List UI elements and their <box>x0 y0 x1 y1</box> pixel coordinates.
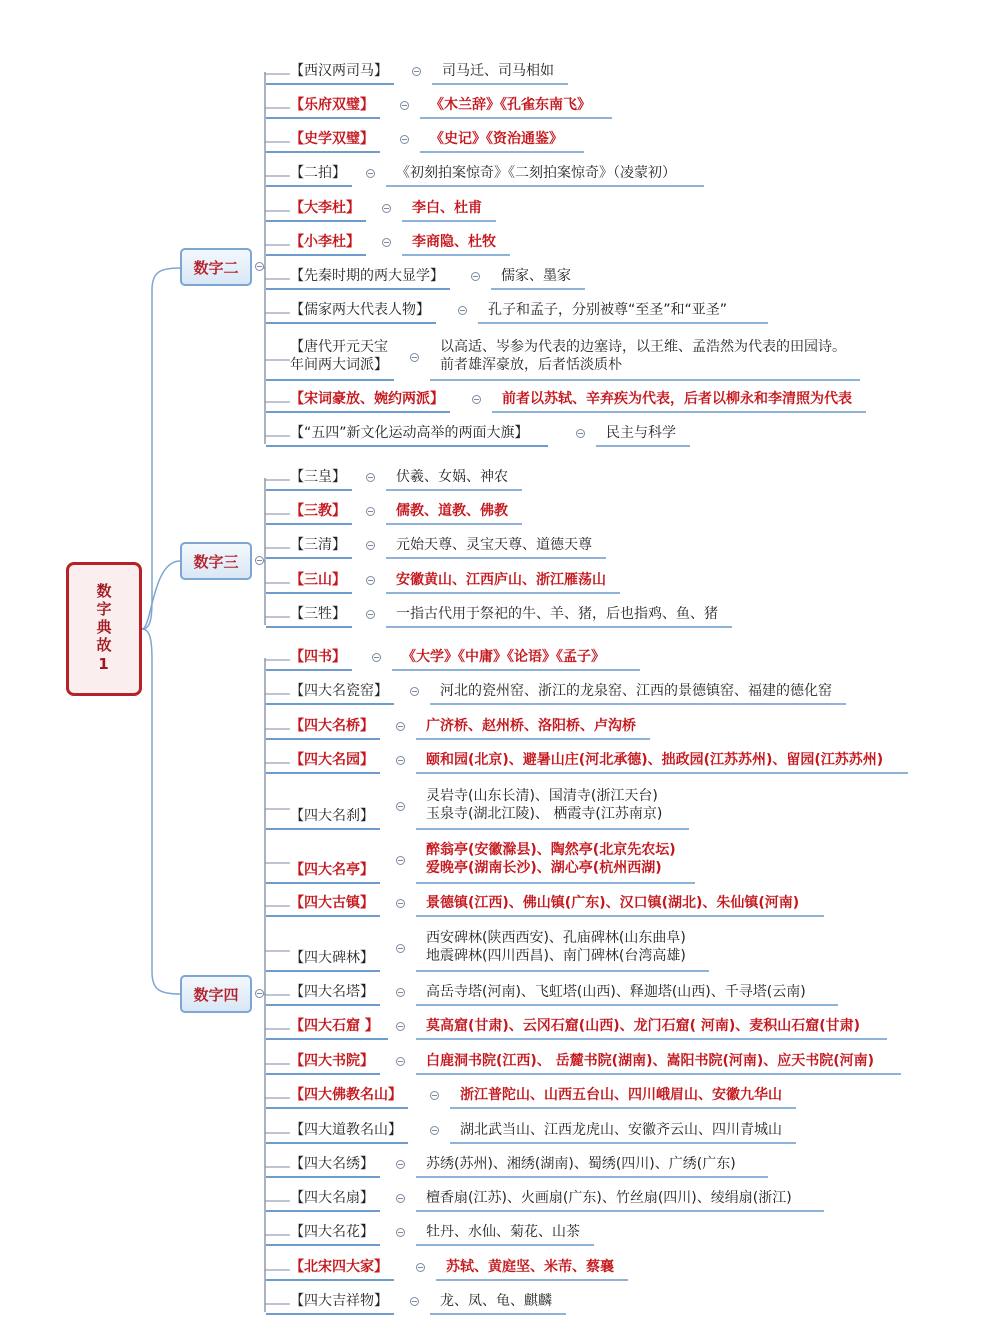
item-value-line: 苏轼、黄庭坚、米芾、蔡襄 <box>446 1259 614 1275</box>
collapse-toggle-icon[interactable] <box>366 576 375 585</box>
collapse-toggle-icon[interactable] <box>396 944 405 953</box>
item-value <box>426 717 636 735</box>
item-value <box>488 301 727 319</box>
value-underline <box>432 83 568 85</box>
item-value-line: 醉翁亭(安徽滁县)、陶然亭(北京先农坛) <box>426 842 676 858</box>
item-label: 【先秦时期的两大显学】 <box>290 268 444 284</box>
item-value <box>396 502 508 520</box>
item-value <box>430 96 591 114</box>
item-underline <box>266 83 394 85</box>
item-label: 【三皇】 <box>290 469 346 485</box>
item-label: 【大李杜】 <box>290 200 360 216</box>
value-underline <box>420 151 584 153</box>
collapse-toggle-icon[interactable] <box>396 988 405 997</box>
item-value-line: 景德镇(江西)、佛山镇(广东)、汉口镇(湖北)、朱仙镇(河南) <box>426 895 800 911</box>
item-value <box>426 929 686 965</box>
collapse-toggle-icon[interactable] <box>396 1057 405 1066</box>
value-underline <box>416 1004 838 1006</box>
item-value-line: 《史记》《资治通鉴》 <box>430 131 563 147</box>
item-value-line: 伏羲、女娲、神农 <box>396 469 508 485</box>
collapse-toggle-icon[interactable] <box>396 899 405 908</box>
item-underline <box>266 1004 380 1006</box>
item-label: 【乐府双璧】 <box>290 97 374 113</box>
item-value-line: 莫高窟(甘肃)、云冈石窟(山西)、龙门石窟( 河南)、麦积山石窟(甘肃) <box>426 1018 861 1034</box>
item-value <box>426 983 806 1001</box>
item-value-line: 玉泉寺(湖北江陵)、 栖霞寺(江苏南京) <box>426 806 663 822</box>
item-value <box>426 841 676 877</box>
item-underline <box>266 1107 408 1109</box>
item-value <box>426 787 662 823</box>
item-label: 【二拍】 <box>290 165 346 181</box>
item-value <box>396 536 592 554</box>
item-value <box>396 605 718 623</box>
item-label: 【四大吉祥物】 <box>290 1293 388 1309</box>
value-underline <box>430 703 846 705</box>
collapse-toggle-icon[interactable] <box>255 556 264 565</box>
collapse-toggle-icon[interactable] <box>410 687 419 696</box>
collapse-toggle-icon[interactable] <box>366 610 375 619</box>
item-value <box>502 390 852 408</box>
item-value <box>446 1258 614 1276</box>
item-value-line: 西安碑林(陕西西安)、孔庙碑林(山东曲阜) <box>426 930 686 946</box>
item-underline <box>266 322 436 324</box>
item-value-line: 司马迁、司马相如 <box>442 63 554 79</box>
item-label: 【三清】 <box>290 537 346 553</box>
collapse-toggle-icon[interactable] <box>382 238 391 247</box>
root-title: 数字典故1 <box>94 582 113 676</box>
collapse-toggle-icon[interactable] <box>396 722 405 731</box>
item-value-line: 颐和园(北京)、避暑山庄(河北承德)、拙政园(江苏苏州)、留园(江苏苏州) <box>426 752 884 768</box>
item-underline <box>266 1244 380 1246</box>
item-value-line: 一指古代用于祭祀的牛、羊、猪，后也指鸡、鱼、猪 <box>396 606 718 622</box>
connector-curve <box>142 629 180 994</box>
item-value-line: 高岳寺塔(河南)、飞虹塔(山西)、释迦塔(山西)、千寻塔(云南) <box>426 984 806 1000</box>
value-underline <box>402 220 496 222</box>
item-value <box>460 1086 782 1104</box>
item-underline <box>266 411 450 413</box>
item-value-line: 《木兰辞》《孔雀东南飞》 <box>430 97 591 113</box>
value-underline <box>416 1073 901 1075</box>
item-underline <box>266 1073 380 1075</box>
collapse-toggle-icon[interactable] <box>372 653 381 662</box>
branch-node-two[interactable] <box>180 248 252 286</box>
collapse-toggle-icon[interactable] <box>458 306 467 315</box>
item-value <box>440 1292 552 1310</box>
value-underline <box>478 322 768 324</box>
collapse-toggle-icon[interactable] <box>412 67 421 76</box>
item-value <box>442 62 554 80</box>
item-value-line: 孔子和孟子，分别被尊“至圣”和“亚圣” <box>488 302 728 318</box>
item-label: 【四大名刹】 <box>290 808 374 824</box>
item-value <box>412 199 482 217</box>
collapse-toggle-icon[interactable] <box>430 1126 439 1135</box>
item-label: 【四大名绣】 <box>290 1156 374 1172</box>
item-underline <box>266 738 380 740</box>
item-value-line: 儒教、道教、佛教 <box>396 503 508 519</box>
item-label: 【四大名塔】 <box>290 984 374 1000</box>
value-underline <box>492 411 866 413</box>
item-underline <box>266 1142 408 1144</box>
item-underline <box>266 970 380 972</box>
item-value <box>426 1017 860 1035</box>
item-underline <box>266 523 352 525</box>
value-underline <box>416 1038 887 1040</box>
collapse-toggle-icon[interactable] <box>430 1091 439 1100</box>
item-value-line: 苏绣(苏州)、湘绣(湖南)、蜀绣(四川)、广绣(广东) <box>426 1156 736 1172</box>
value-underline <box>416 970 709 972</box>
collapse-toggle-icon[interactable] <box>382 204 391 213</box>
item-label: 【四大名园】 <box>290 752 374 768</box>
item-value-line: 白鹿洞书院(江西)、 岳麓书院(湖南)、嵩阳书院(河南)、应天书院(河南) <box>426 1053 875 1069</box>
item-value <box>402 648 605 666</box>
item-value-line: 元始天尊、灵宝天尊、道德天尊 <box>396 537 592 553</box>
value-underline <box>386 489 522 491</box>
item-value-line: 《初刻拍案惊奇》《二刻拍案惊奇》（凌蒙初） <box>396 165 676 181</box>
collapse-toggle-icon[interactable] <box>366 507 375 516</box>
item-label: 【四大碑林】 <box>290 950 374 966</box>
item-value-line: 灵岩寺(山东长清)、国清寺(浙江天台) <box>426 788 658 804</box>
collapse-toggle-icon[interactable] <box>400 101 409 110</box>
value-underline <box>596 445 690 447</box>
item-label: 【三山】 <box>290 572 346 588</box>
value-underline <box>416 882 695 884</box>
item-underline <box>266 703 394 705</box>
item-label: 【史学双璧】 <box>290 131 374 147</box>
item-value <box>426 1052 874 1070</box>
value-underline <box>491 288 585 290</box>
collapse-toggle-icon[interactable] <box>366 473 375 482</box>
value-underline <box>386 557 606 559</box>
value-underline <box>416 1210 824 1212</box>
item-label: 【四大名桥】 <box>290 718 374 734</box>
item-label: 【四大名亭】 <box>290 862 374 878</box>
item-value-line: 《大学》《中庸》《论语》《孟子》 <box>402 649 605 665</box>
item-value <box>396 164 676 182</box>
item-value-line: 湖北武当山、江西龙虎山、安徽齐云山、四川青城山 <box>460 1122 782 1138</box>
item-value <box>430 130 563 148</box>
item-value <box>426 751 883 769</box>
item-underline <box>266 557 352 559</box>
item-underline <box>266 220 366 222</box>
branch-node-four[interactable] <box>180 975 252 1013</box>
item-underline <box>266 669 352 671</box>
value-underline <box>416 738 650 740</box>
item-label: 【四大石窟 】 <box>290 1018 379 1034</box>
item-value <box>396 571 606 589</box>
item-label: 【四大名花】 <box>290 1224 374 1240</box>
item-underline <box>266 151 380 153</box>
item-label: 【四书】 <box>290 649 346 665</box>
root-node[interactable] <box>66 562 142 696</box>
item-underline <box>266 1176 380 1178</box>
collapse-toggle-icon[interactable] <box>410 353 419 362</box>
item-value-line: 李白、杜甫 <box>412 200 482 216</box>
collapse-toggle-icon[interactable] <box>396 1194 405 1203</box>
item-value <box>440 682 832 700</box>
item-value-line: 浙江普陀山、山西五台山、四川峨眉山、安徽九华山 <box>460 1087 782 1103</box>
item-label: 【北宋四大家】 <box>290 1259 388 1275</box>
value-underline <box>430 1313 566 1315</box>
item-label: 【四大书院】 <box>290 1053 374 1069</box>
item-label: 【儒家两大代表人物】 <box>290 302 430 318</box>
item-label: 【“五四”新文化运动高举的两面大旗】 <box>290 425 529 441</box>
item-value-line: 牡丹、水仙、菊花、山茶 <box>426 1224 580 1240</box>
collapse-toggle-icon[interactable] <box>396 1022 405 1031</box>
item-underline <box>266 489 352 491</box>
item-underline <box>266 1038 388 1040</box>
item-label: 【四大名扇】 <box>290 1190 374 1206</box>
collapse-toggle-icon[interactable] <box>255 262 264 271</box>
value-underline <box>416 772 908 774</box>
item-value <box>501 267 571 285</box>
value-underline <box>450 1107 796 1109</box>
value-underline <box>436 1279 628 1281</box>
item-value-line: 儒家、墨家 <box>501 268 571 284</box>
item-value-line: 李商隐、杜牧 <box>412 234 496 250</box>
branch-title: 数字三 <box>193 552 239 571</box>
branch-title: 数字二 <box>193 258 239 277</box>
branch-title: 数字四 <box>193 985 239 1004</box>
collapse-toggle-icon[interactable] <box>366 169 375 178</box>
collapse-toggle-icon[interactable] <box>416 1263 425 1272</box>
item-underline <box>266 288 450 290</box>
item-underline <box>266 1210 380 1212</box>
item-underline <box>266 254 366 256</box>
item-underline <box>266 828 380 830</box>
item-value <box>440 338 846 374</box>
item-label: 【三教】 <box>290 503 346 519</box>
item-value-line: 河北的瓷州窑、浙江的龙泉窑、江西的景德镇窑、福建的德化窑 <box>440 683 832 699</box>
item-label: 【三牲】 <box>290 606 346 622</box>
item-underline <box>266 772 380 774</box>
item-value-line: 安徽黄山、江西庐山、浙江雁荡山 <box>396 572 606 588</box>
item-underline <box>266 626 352 628</box>
value-underline <box>392 669 640 671</box>
value-underline <box>416 828 689 830</box>
collapse-toggle-icon[interactable] <box>396 756 405 765</box>
item-underline <box>266 882 380 884</box>
branch-node-three[interactable] <box>180 542 252 580</box>
value-underline <box>416 1244 594 1246</box>
value-underline <box>430 379 860 381</box>
item-underline <box>266 379 394 381</box>
item-value-line: 前者以苏轼、辛弃疾为代表，后者以柳永和李清照为代表 <box>502 391 852 407</box>
item-value <box>426 1155 736 1173</box>
collapse-toggle-icon[interactable] <box>576 429 585 438</box>
item-value <box>460 1121 782 1139</box>
item-underline <box>266 915 380 917</box>
item-value-line: 爱晚亭(湖南长沙)、湖心亭(杭州西湖) <box>426 860 662 876</box>
item-underline <box>266 592 352 594</box>
item-value <box>606 424 676 442</box>
value-underline <box>416 1176 768 1178</box>
value-underline <box>386 626 732 628</box>
item-label: 【四大古镇】 <box>290 895 374 911</box>
value-underline <box>402 254 510 256</box>
item-value-line: 民主与科学 <box>606 425 676 441</box>
item-underline <box>266 1279 394 1281</box>
item-label: 【唐代开元天宝 年间两大词派】 <box>290 339 388 373</box>
connector-curve <box>142 561 180 629</box>
item-value-line: 地震碑林(四川西昌)、南门碑林(台湾高雄) <box>426 948 686 964</box>
item-underline <box>266 185 352 187</box>
item-value-line: 前者雄浑豪放，后者恬淡质朴 <box>440 357 622 373</box>
collapse-toggle-icon[interactable] <box>400 135 409 144</box>
item-label: 【四大道教名山】 <box>290 1122 402 1138</box>
item-underline <box>266 445 548 447</box>
value-underline <box>386 185 704 187</box>
value-underline <box>386 523 522 525</box>
item-underline <box>266 1313 394 1315</box>
item-label: 【宋词豪放、婉约两派】 <box>290 391 444 407</box>
item-value-line: 以高适、岑参为代表的边塞诗，以王维、孟浩然为代表的田园诗。 <box>440 339 846 355</box>
collapse-toggle-icon[interactable] <box>255 989 264 998</box>
collapse-toggle-icon[interactable] <box>410 1297 419 1306</box>
item-value <box>426 894 799 912</box>
item-value <box>412 233 496 251</box>
value-underline <box>386 592 620 594</box>
item-value-line: 檀香扇(江苏)、火画扇(广东)、竹丝扇(四川)、绫绢扇(浙江) <box>426 1190 792 1206</box>
value-underline <box>450 1142 796 1144</box>
item-value <box>426 1189 792 1207</box>
collapse-toggle-icon[interactable] <box>366 541 375 550</box>
item-label: 【四大佛教名山】 <box>290 1087 402 1103</box>
item-underline <box>266 117 380 119</box>
collapse-toggle-icon[interactable] <box>396 856 405 865</box>
item-value-line: 广济桥、赵州桥、洛阳桥、卢沟桥 <box>426 718 636 734</box>
collapse-toggle-icon[interactable] <box>471 272 480 281</box>
item-value <box>426 1223 580 1241</box>
collapse-toggle-icon[interactable] <box>472 395 481 404</box>
collapse-toggle-icon[interactable] <box>396 1160 405 1169</box>
item-label: 【四大名瓷窑】 <box>290 683 388 699</box>
value-underline <box>416 915 824 917</box>
collapse-toggle-icon[interactable] <box>396 1228 405 1237</box>
value-underline <box>420 117 612 119</box>
item-label: 【西汉两司马】 <box>290 63 388 79</box>
collapse-toggle-icon[interactable] <box>396 802 405 811</box>
item-value-line: 龙、凤、龟、麒麟 <box>440 1293 552 1309</box>
item-label: 【小李杜】 <box>290 234 360 250</box>
item-value <box>396 468 508 486</box>
